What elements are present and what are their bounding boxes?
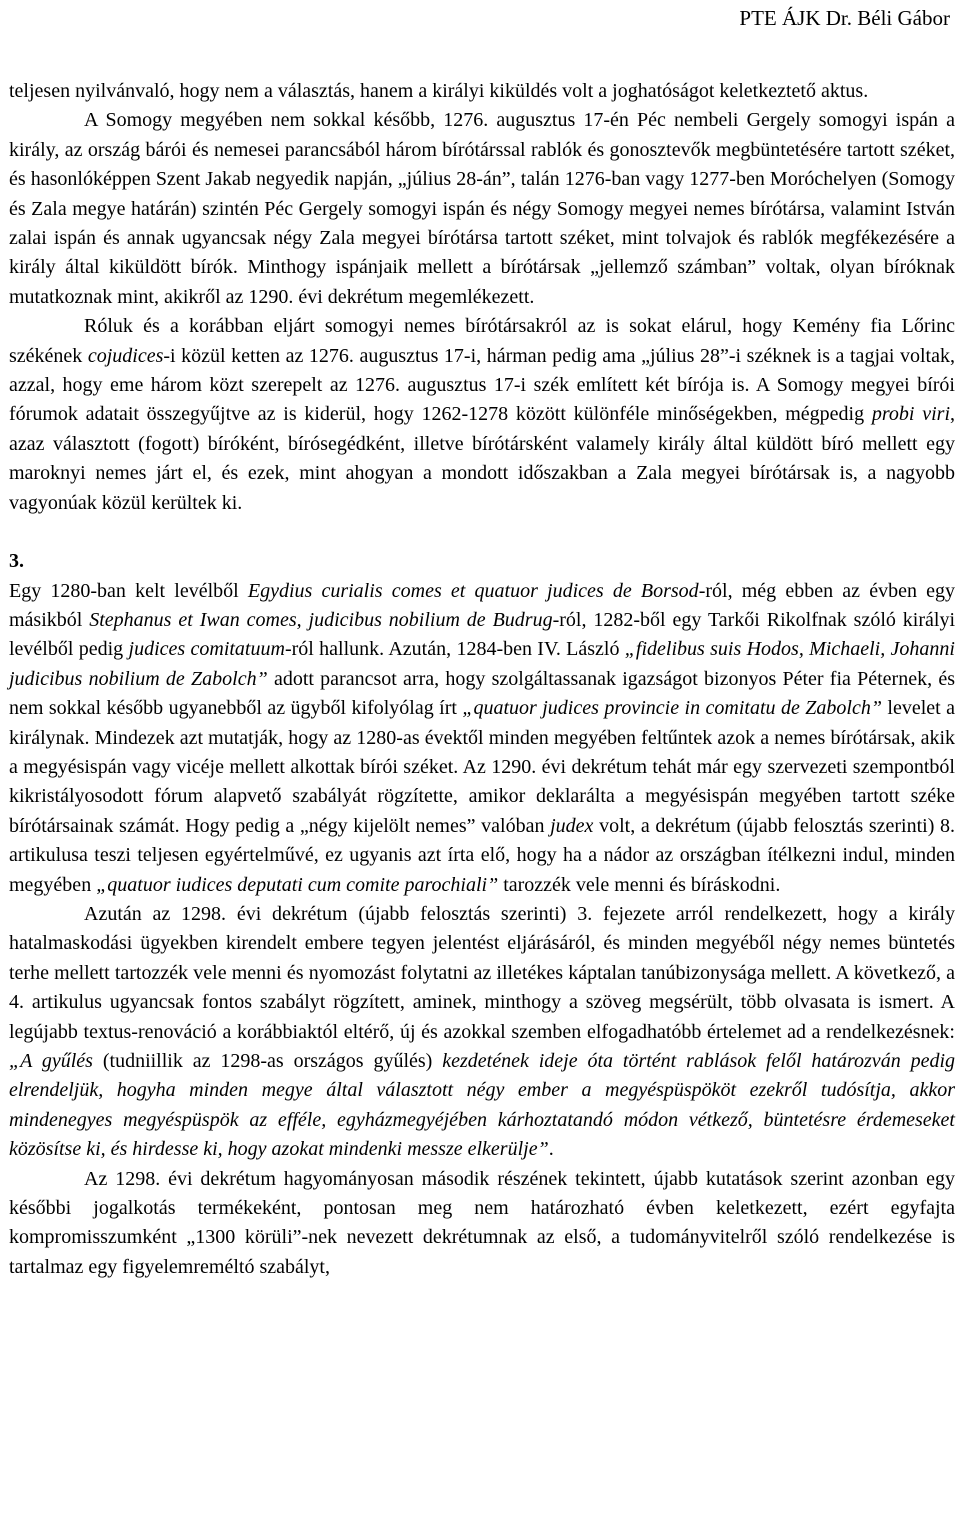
text-run: Azután az 1298. évi dekrétum (újabb felosztás szerinti) 3. fejezete arról rendelkezett, hogy a király hatalmaskodási ügyekben kirendelt embere tegyen jelentést eljárásáról, és minden megyéből négy nemes büntetés terhe mellett tartozzék vele menni és nyomozást folytatni az illetékes káptalan tanúbizonysága mellett. A következő, a 4. artikulus ugyancsak fontos szabályt rögzített, aminek, minthogy a szöveg megsérült, több olvasata is ismert. A legújabb textus-renováció a korábbiaktól eltérő, új és azokkal szemben elfogadhatóbb értelemet ad a rendelkezésnek: [9,902,955,1043]
paragraph [9,312,955,518]
text-run: -ról, 1282-ből egy Tarkői Rikolfnak szóló királyi levélből pedig [9,608,956,661]
latin-term: judex [550,814,594,837]
text-run: -ról, még ebben az évben egy másikból [9,579,955,631]
paragraph [9,900,955,1165]
text-run: tarozzék vele menni és bíráskodni. [498,873,781,896]
text-run: levelet a királynak. Mindezek azt mutatják, hogy az 1280-as évektől minden megyében feltűntek azok a nemes bírótársak, akik a megyésispán vagy vicéje mellett alkottak bírói széket. Az 1290. évi dekrétum tehát már egy szervezeti szempontból kikristályosodott fórum alapvető szabályát rögzítette, amikor deklarálta a megyésispán megyében tartott széke bírótársainak számát. Hogy pedig a „négy kijelölt nemes” valóban [9,697,955,837]
text-run: Róluk és a korábban eljárt somogyi nemes bírótársakról az is sokat elárul, hogy Kemény fia Lőrinc székének [9,315,955,367]
text-run: volt, a dekrétum (újabb felosztás szerinti) 8. artikulusa teszi teljesen egyértelművé, ez ugyanis azt írta elő, hogy ha a nádor az országban ítélkezni indul, minden megyében [9,814,956,896]
quoted-text: kezdetének ideje óta történt rablások felől határozván pedig elrendeljük, hogyha minden megye által választott négy ember a megyéspüspököt ezekről tudósítja, akkor mindenegyes megyéspüspök az efféle, egyházmegyéjében kárhoztatandó módon vétkező, büntetésre érdemeseket közösítse ki, és hirdesse ki, hogy azokat mindenki messze elkerülje” [9,1050,956,1161]
running-header: PTE ÁJK Dr. Béli Gábor [739,6,950,30]
text-run: , azaz választott (fogott) bíróként, bírósegédként, illetve bírótársként valamely király által küldött bíró mellett egy maroknyi nemes járt el, és ezek, mint ahogyan a mondott időszakban a Zala megyei bírótársak is, a nagyobb vagyonúak közül kerültek ki. [9,403,956,514]
text-run: Egy 1280-ban kelt levélből [9,579,248,602]
text-run: -ról hallunk. Azután, 1284-ben IV. László [284,638,625,661]
text-run: -i közül ketten az 1276. augusztus 17-i, hárman pedig ama „július 28”-i széknek is a tagjai voltak, azzal, hogy eme három közt szerepelt az 1276. augusztus 17-i szék említett két bírója is. A Somogy megyei bírói fórumok adatait összegyűjtve az is kiderül, hogy 1262-1278 között különféle minőségekben, mégpedig [9,344,955,426]
paragraph: Az 1298. évi dekrétum hagyományosan második részének tekintett, újabb kutatások szerint azonban egy későbbi jogalkotás termékeként, pontosan meg nem határozható évben keletkezett, ezért egyfajta kompromisszumként „1300 körüli”-nek nevezett dekrétumnak az első, a tudományvitelről szóló rendelkezése is tartalmaz egy figyelemreméltó szabályt, [9,1167,955,1278]
text-run: . [548,1138,554,1161]
latin-term: Egydius curialis comes et quatuor judices de Borsod [247,579,699,602]
paragraph [9,577,955,900]
text-run: adott parancsot arra, hogy szolgáltassanak igazságot bizonyos Péter fia Péternek, és nem sokkal később ugyanebből az ügyből kifolyólag írt [9,667,955,720]
latin-quote: „quatuor judices provincie in comitatu de Zabolch” [462,697,882,720]
section-number: 3. [9,550,24,573]
latin-quote: „quatuor iudices deputati cum comite parochiali” [96,873,499,896]
quoted-text: „A gyűlés [9,1050,93,1072]
paragraph: teljesen nyilvánvaló, hogy nem a választás, hanem a királyi kiküldés volt a joghatóságot keletkeztető aktus. [9,80,869,102]
latin-term: judices comitatuum [128,638,285,661]
text-run: (tudniillik az 1298-as országos gyűlés) [92,1050,443,1072]
latin-term: cojudices [87,344,164,367]
latin-term: probi viri [871,403,951,426]
paragraph: A Somogy megyében nem sokkal később, 1276. augusztus 17-én Péc nembeli Gergely somogyi ispán a király, az ország bárói és nemesei parancsából három bírótárssal rablók és gonosztevők megbüntetésére tartott széket, és hasonlóképpen Szent Jakab negyedik napján, „július 28-án”, talán 1276-ban vagy 1277-ben Moróchelyen (Somogy és Zala megye határán) szintén Péc Gergely somogyi ispán és négy Somogy megyei nemes bírótársa, valamint István zalai ispán és annak ugyancsak négy Zala megyei bírótársa tartott széket, mint tolvajok és rablók megfékezésére a király által kiküldött bírók. Minthogy ispánjaik mellett a bírótársak „jellemző számban” voltak, olyan bíróknak mutatkoznak mint, akikről az 1290. évi dekrétum megemlékezett. [9,109,955,308]
latin-quote: „fidelibus suis Hodos, Michaeli, Johanni judicibus nobilium de Zabolch” [9,638,955,690]
latin-term: Stephanus et Iwan comes, judicibus nobilium de Budrug [89,608,553,631]
document-body [9,77,955,1282]
